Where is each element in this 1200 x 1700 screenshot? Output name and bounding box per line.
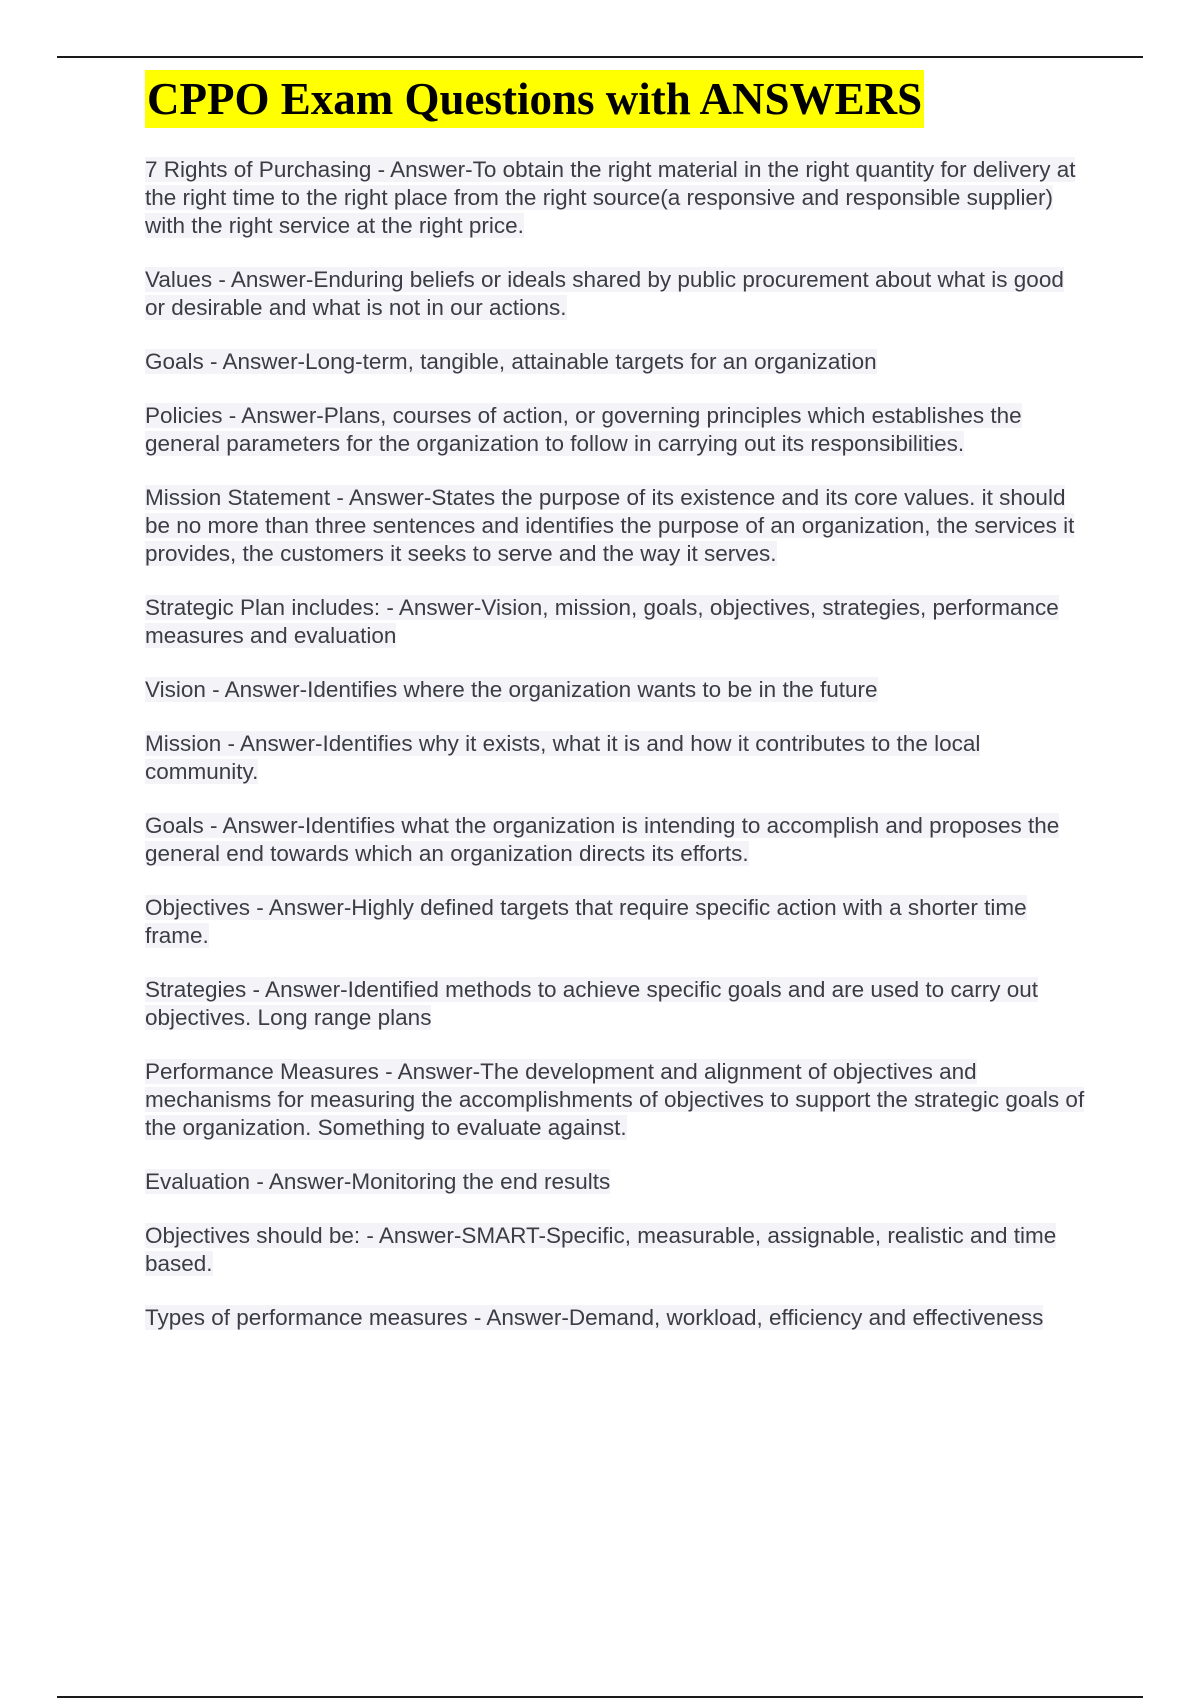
qa-text: Objectives should be: - Answer-SMART-Specific, measurable, assignable, realistic and time based. [145, 1223, 1057, 1276]
qa-item [145, 730, 1085, 786]
qa-text: Strategies - Answer-Identified methods to achieve specific goals and are used to carry out objectives. Long range plans [145, 977, 1038, 1030]
qa-item [145, 266, 1085, 322]
top-rule [57, 56, 1143, 58]
qa-item [145, 812, 1085, 868]
qa-text: Performance Measures - Answer-The development and alignment of objectives and mechanisms for measuring the accomplishments of objectives to support the strategic goals of the organization. Something to evaluate against. [145, 1059, 1085, 1140]
qa-item [145, 402, 1085, 458]
qa-item [145, 1304, 1085, 1332]
qa-item [145, 348, 1085, 376]
title-container [145, 70, 1085, 128]
qa-text: Vision - Answer-Identifies where the organization wants to be in the future [145, 677, 878, 702]
qa-text: Policies - Answer-Plans, courses of action, or governing principles which establishes the general parameters for the organization to follow in carrying out its responsibilities. [145, 403, 1022, 456]
qa-text: Mission - Answer-Identifies why it exists, what it is and how it contributes to the local community. [145, 731, 981, 784]
qa-item [145, 484, 1085, 568]
qa-item [145, 894, 1085, 950]
qa-text: Objectives - Answer-Highly defined targets that require specific action with a shorter time frame. [145, 895, 1027, 948]
qa-text: Strategic Plan includes: - Answer-Vision, mission, goals, objectives, strategies, performance measures and evaluation [145, 595, 1059, 648]
qa-list [145, 156, 1085, 1332]
qa-item [145, 1058, 1085, 1142]
qa-text: Types of performance measures - Answer-Demand, workload, efficiency and effectiveness [145, 1305, 1044, 1330]
qa-item [145, 976, 1085, 1032]
qa-item [145, 156, 1085, 240]
qa-item [145, 594, 1085, 650]
qa-text: Values - Answer-Enduring beliefs or ideals shared by public procurement about what is good or desirable and what is not in our actions. [145, 267, 1064, 320]
qa-item [145, 1168, 1085, 1196]
document-title: CPPO Exam Questions with ANSWERS [145, 70, 924, 128]
document-body [145, 70, 1085, 1358]
qa-text: Goals - Answer-Identifies what the organization is intending to accomplish and proposes the general end towards which an organization directs its efforts. [145, 813, 1060, 866]
qa-text: 7 Rights of Purchasing - Answer-To obtain the right material in the right quantity for delivery at the right time to the right place from the right source(a responsive and responsible supplier) with the right service at the right price. [145, 157, 1076, 238]
qa-text: Goals - Answer-Long-term, tangible, attainable targets for an organization [145, 349, 877, 374]
qa-text: Mission Statement - Answer-States the purpose of its existence and its core values. it should be no more than three sentences and identifies the purpose of an organization, the services it provides, the customers it seeks to serve and the way it serves. [145, 485, 1075, 566]
qa-text: Evaluation - Answer-Monitoring the end results [145, 1169, 611, 1194]
qa-item [145, 1222, 1085, 1278]
bottom-rule [57, 1696, 1143, 1698]
qa-item [145, 676, 1085, 704]
